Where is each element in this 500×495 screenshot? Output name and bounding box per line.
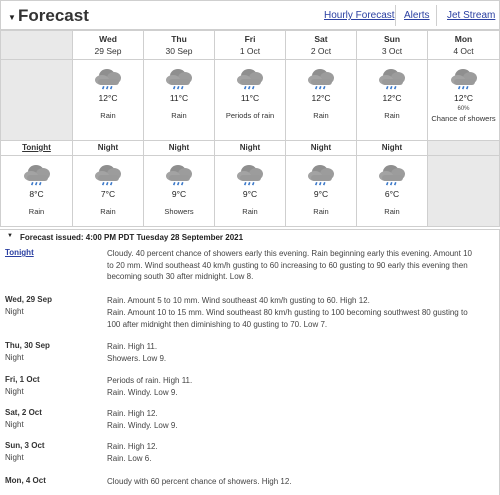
rain-cloud-icon xyxy=(93,67,123,91)
rain-cloud-icon xyxy=(22,163,52,187)
detail-night-text: Rain. Windy. Low 9. xyxy=(107,388,178,397)
blank-cell xyxy=(1,60,73,141)
rain-cloud-icon xyxy=(164,163,194,187)
blank-cell xyxy=(428,141,500,156)
day-forecast-cell: 12°C 60% Chance of showers xyxy=(428,60,500,141)
page-title: Forecast xyxy=(18,6,89,25)
rain-cloud-icon xyxy=(377,67,407,91)
alerts-link[interactable]: Alerts xyxy=(404,10,430,21)
detail-text: Periods of rain. High 11. xyxy=(107,376,193,385)
detail-text: Rain. Amount 5 to 10 mm. Wind southeast 40 km/h gusting to 60. High 12. xyxy=(107,296,370,305)
divider xyxy=(395,5,396,26)
detail-night-text: Showers. Low 9. xyxy=(107,354,167,363)
detail-text: Rain. High 11. xyxy=(107,342,158,351)
detail-period-label: Fri, 1 Oct xyxy=(5,375,40,384)
divider xyxy=(436,5,437,26)
detail-period-label: Thu, 30 Sep xyxy=(5,341,50,350)
night-header: Night xyxy=(357,141,428,156)
detail-night-label: Night xyxy=(5,307,24,316)
day-forecast-cell: 11°C Periods of rain xyxy=(215,60,286,141)
detail-night-text: Rain. Amount 10 to 15 mm. Wind southeast 80 km/h gusting to 100 becoming southwest 80 gusting to 100 after midnight then diminishing to 40 gusting to 70. Low 7. xyxy=(107,308,468,329)
day-forecast-cell: 11°C Rain xyxy=(144,60,215,141)
forecast-table xyxy=(0,30,500,227)
night-header: Night xyxy=(73,141,144,156)
detail-text: Cloudy. 40 percent chance of showers early this evening. Rain beginning early this evening. Amount 10 to 20 mm. Wind southeast 40 km/h gusting to 60 increasing to 60 gusting to 90 early this evening then becoming south 30 after midnight. Low 8. xyxy=(107,249,472,281)
forecast-issued-bar[interactable] xyxy=(0,229,500,244)
night-forecast-cell: 9°C Rain xyxy=(215,156,286,227)
jet-stream-link[interactable]: Jet Stream xyxy=(447,10,496,21)
detail-period-label: Wed, 29 Sep xyxy=(5,295,52,304)
night-forecast-cell: 9°C Showers xyxy=(144,156,215,227)
detail-night-text: Rain. Low 6. xyxy=(107,454,152,463)
blank-corner-cell xyxy=(1,31,73,60)
day-header: Fri 1 Oct xyxy=(215,31,286,60)
rain-cloud-icon xyxy=(164,67,194,91)
forecast-issued-text: Forecast issued: 4:00 PM PDT Tuesday 28 September 2021 xyxy=(20,233,244,242)
blank-cell xyxy=(428,156,500,227)
night-header: Night xyxy=(215,141,286,156)
detail-text: Cloudy with 60 percent chance of showers. High 12. xyxy=(107,477,292,486)
detail-night-text: Rain. Windy. Low 9. xyxy=(107,421,178,430)
detail-period-label: Sun, 3 Oct xyxy=(5,441,45,450)
rain-cloud-icon xyxy=(93,163,123,187)
day-forecast-cell: 12°C Rain xyxy=(286,60,357,141)
day-header: Thu 30 Sep xyxy=(144,31,215,60)
detail-night-label: Night xyxy=(5,353,24,362)
night-header: Night xyxy=(144,141,215,156)
detail-text: Rain. High 12. xyxy=(107,442,158,451)
day-forecast-cell: 12°C Rain xyxy=(73,60,144,141)
rain-cloud-icon xyxy=(306,163,336,187)
rain-cloud-icon xyxy=(235,67,265,91)
detail-night-label: Night xyxy=(5,420,24,429)
hourly-forecast-link[interactable]: Hourly Forecast xyxy=(324,10,395,21)
detail-period-label: Mon, 4 Oct xyxy=(5,476,46,485)
rain-cloud-icon xyxy=(449,67,479,91)
collapse-triangle-icon[interactable]: ▼ xyxy=(7,233,13,239)
rain-cloud-icon xyxy=(235,163,265,187)
day-header: Sun 3 Oct xyxy=(357,31,428,60)
day-header: Mon 4 Oct xyxy=(428,31,500,60)
detail-night-label: Night xyxy=(5,387,24,396)
night-header: Night xyxy=(286,141,357,156)
detail-night-label: Night xyxy=(5,453,24,462)
day-forecast-cell: 12°C Rain xyxy=(357,60,428,141)
rain-cloud-icon xyxy=(306,67,336,91)
day-header: Wed 29 Sep xyxy=(73,31,144,60)
rain-cloud-icon xyxy=(377,163,407,187)
precip-probability: 60% xyxy=(457,106,470,112)
night-header-tonight: Tonight xyxy=(1,141,73,156)
detail-period-label[interactable]: Tonight xyxy=(5,248,34,257)
detail-text: Rain. High 12. xyxy=(107,409,158,418)
forecast-header xyxy=(0,0,500,30)
night-forecast-cell: 7°C Rain xyxy=(73,156,144,227)
night-forecast-cell: 9°C Rain xyxy=(286,156,357,227)
night-forecast-cell: 6°C Rain xyxy=(357,156,428,227)
collapse-triangle-icon[interactable]: ▼ xyxy=(8,13,16,22)
day-header: Sat 2 Oct xyxy=(286,31,357,60)
detail-period-label: Sat, 2 Oct xyxy=(5,408,42,417)
night-forecast-cell: 8°C Rain xyxy=(1,156,73,227)
